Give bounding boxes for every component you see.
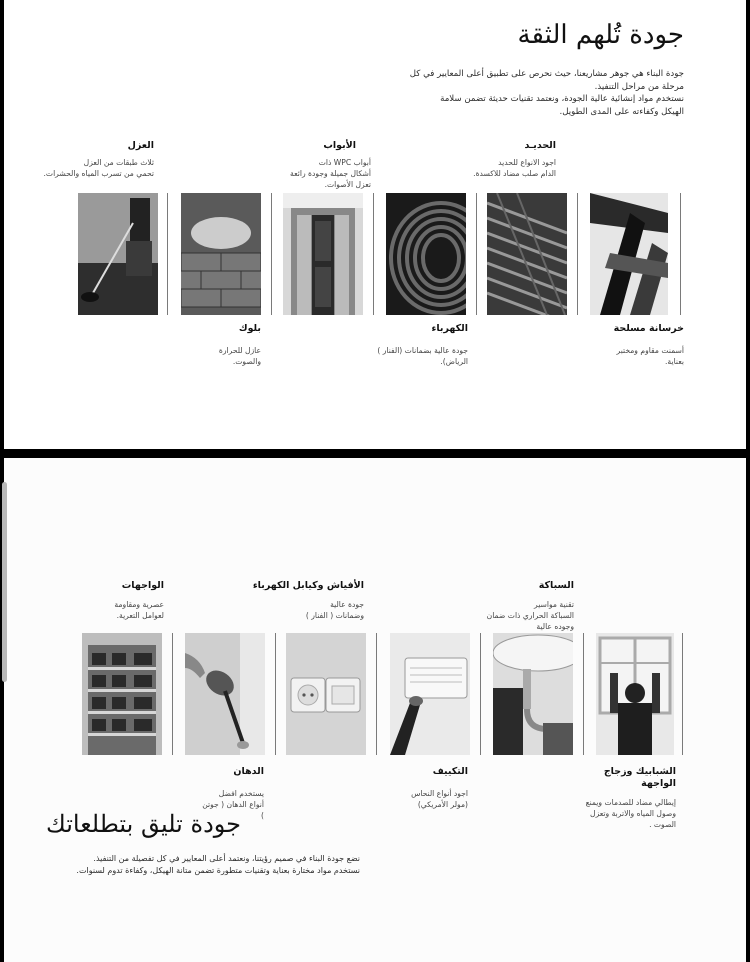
category-title-insulation: العزل	[127, 140, 154, 151]
divider-line	[172, 633, 173, 755]
quality-section-bottom	[4, 458, 746, 962]
category-title-ac: التكييف	[432, 766, 468, 777]
category-desc-electricity: جودة عالية بضمانات (الفنار ) الرياض).	[377, 346, 468, 366]
category-desc-paint: يستخدم افضل أنواع الدهان ( جوتن )	[202, 789, 264, 820]
category-title-plumbing: السباكة	[538, 580, 574, 591]
category-title-windows-line2: الواجهة	[641, 778, 676, 789]
section-title: جودة تليق بتطلعاتك	[46, 810, 241, 838]
category-desc-facades: عصرية ومقاومة لعوامل التعرية.	[114, 600, 164, 620]
category-title-facades: الواجهات	[121, 580, 164, 591]
category-desc-concrete: أسمنت مقاوم ومختبر بعناية.	[616, 346, 684, 366]
category-desc-insulation: ثلاث طبقات من العزل تحمي من تسرب المياه والحشرات.	[43, 158, 154, 178]
photo-power-socket	[286, 633, 366, 755]
divider-line	[680, 193, 681, 315]
scrollbar-thumb[interactable]	[2, 482, 7, 682]
divider-line	[583, 633, 584, 755]
divider-line	[376, 633, 377, 755]
divider-line	[275, 633, 276, 755]
category-title-concrete: خرسانة مسلحة	[613, 323, 684, 334]
photo-concrete-structure	[590, 193, 668, 315]
photo-bricks-gloves	[181, 193, 261, 315]
category-title-doors: الأبواب	[323, 140, 356, 151]
photo-plumbing-sink	[493, 633, 573, 755]
photo-ac-technician	[390, 633, 470, 755]
photo-window-installer	[596, 633, 674, 755]
category-desc-ac: اجود أنواع النحاس (مولر الأمريكي)	[411, 789, 468, 809]
photo-rebar-bundle	[487, 193, 567, 315]
category-desc-windows: إيطالي مضاد للصدمات ويمنع وصول المياه والاتربة وتعزل الصوت .	[585, 798, 676, 829]
category-title-electricity: الكهرباء	[431, 323, 468, 334]
section-title: جودة تُلهم الثقة	[517, 20, 684, 50]
photo-wpc-door	[283, 193, 363, 315]
quality-section-top	[4, 0, 746, 449]
divider-line	[682, 633, 683, 755]
divider-line	[476, 193, 477, 315]
category-title-block: بلوك	[238, 323, 261, 334]
photo-building-facade	[82, 633, 162, 755]
category-desc-doors: أبواب WPC ذات أشكال جميلة وجودة رائعة تعزل الأصوات.	[290, 158, 371, 189]
category-desc-sockets-cables: جودة عالية وضمانات ( الفنار )	[305, 600, 364, 620]
category-title-paint: الدهان	[233, 766, 264, 777]
section-intro: نضع جودة البناء في صميم رؤيتنا، ونعتمد أعلى المعايير في كل تفصيلة من التنفيذ. نستخدم مواد مختارة بعناية وتقنيات متطورة تضمن متانة الهيكل، وكفاءة تدوم لسنوات.	[76, 854, 360, 875]
divider-line	[480, 633, 481, 755]
section-intro: جودة البناء هي جوهر مشاريعنا، حيث نحرص على تطبيق أعلى المعايير في كل مرحلة من مراحل التنفيذ. نستخدم مواد إنشائية عالية الجودة، ونعتمد تقنيات حديثة تضمن سلامة الهيكل وكفاءته على المدى الطويل.	[409, 69, 684, 117]
category-desc-steel: اجود الانواع للحديد الدام صلب مضاد للاكسدة.	[473, 158, 556, 178]
category-desc-plumbing: تقنية مواسير السباكة الحراري ذات ضمان وجوده عالية	[486, 600, 574, 631]
photo-cable-coil	[386, 193, 466, 315]
photo-wall-painter	[185, 633, 265, 755]
divider-line	[271, 193, 272, 315]
category-desc-block: عازل للحرارة والصوت.	[218, 346, 261, 366]
divider-line	[577, 193, 578, 315]
photo-insulation-worker	[78, 193, 158, 315]
category-title-steel: الحديـد	[524, 140, 556, 151]
category-title-sockets-cables: الأفياش وكيابل الكهرباء	[252, 580, 364, 591]
divider-line	[167, 193, 168, 315]
divider-line	[373, 193, 374, 315]
category-title-windows: الشبابيك وزجاج	[603, 766, 676, 777]
